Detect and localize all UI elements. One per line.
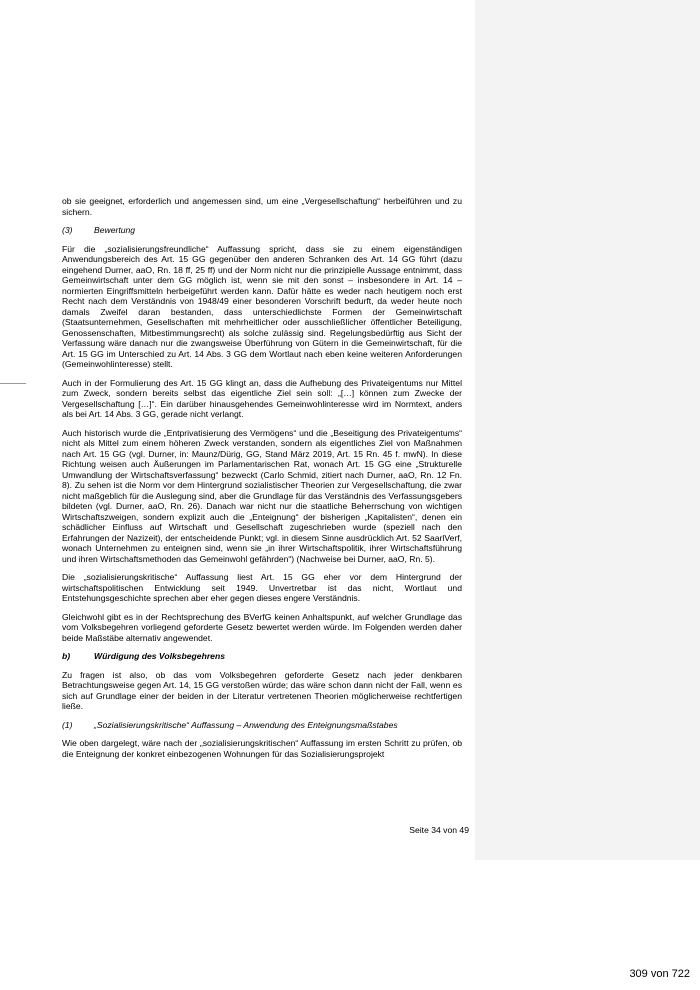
- heading-text: „Sozialisierungskritische“ Auffassung – Anwendung des Enteignungsmaßstabes: [94, 719, 398, 730]
- pdf-page-indicator: 309 von 722: [629, 968, 690, 980]
- heading-text: Würdigung des Volksbegehrens: [94, 651, 225, 661]
- comment-pane: [475, 0, 700, 860]
- paragraph: Zu fragen ist also, ob das vom Volksbegehren geforderte Gesetz nach jeder denkbaren Betrachtungsweise gegen Art. 14, 15 GG verstoßen würde; das wäre schon dann nicht der Fall, wenn es sich auf Grundlage einer der beiden in der Literatur vertretenen Theorien möglicherweise rechtfertigen ließe.: [62, 669, 462, 711]
- section-heading: [62, 651, 462, 662]
- paragraph: Auch historisch wurde die „Entprivatisierung des Vermögens“ und die „Beseitigung des Privateigentums“ nicht als Mittel zum einem höheren Zweck verstanden, sondern als eigentliches Ziel von Maßnahmen nach Art. 15 GG (vgl. Durner, in: Maunz/Dürig, GG, Stand März 2019, Art. 15 Rn. 45 f. mwN). In diese Richtung weisen auch Äußerungen im Parlamentarischen Rat, wonach Art. 15 GG eine „Strukturelle Umwandlung der Wirtschaftsverfassung“ bezweckt (Carlo Schmid, zitiert nach Durner, aaO, Rn. 12 Fn. 8). Zu sehen ist die Norm vor dem Hintergrund sozialistischer Theorien zur Vergesellschaftung, die zwar nicht maßgeblich für die Auslegung sind, aber die Grundlage für das Verständnis des Verfassungsgebers bildeten (vgl. Durner, aaO, Rn. 26). Danach war nicht nur die staatliche Beherrschung von wichtigen Wirtschaftszweigen, sondern explizit auch die „Enteignung“ der bisherigen „Kapitalisten“, denen ein schädlicher Einfluss auf Wirtschaft und Gesellschaft zugeschrieben wurde (speziell nach den Erfahrungen der Nazizeit), der entscheidende Punkt; vgl. in diesem Sinne ausdrücklich Art. 52 SaarlVerf, wonach Unternehmen zu enteignen sind, wenn sie „in ihrer Wirtschaftspolitik, ihrer Wirtschaftsführung und ihren Wirtschaftsmethoden das Gemeinwohl gefährden“) (Nachweise bei Durner, aaO, Rn. 5).: [62, 427, 462, 564]
- heading-number: (3): [62, 225, 73, 235]
- margin-change-mark: [0, 383, 26, 384]
- heading-number: (1): [62, 719, 73, 730]
- paragraph: ob sie geeignet, erforderlich und angemessen sind, um eine „Vergesellschaftung“ herbeiführen und zu sichern.: [62, 196, 462, 217]
- paragraph: Wie oben dargelegt, wäre nach der „sozialisierungskritischen“ Auffassung im ersten Schritt zu prüfen, ob die Enteignung der konkret einbezogenen Wohnungen für das Sozialisierungsprojekt: [62, 738, 462, 759]
- document-body: [62, 196, 462, 767]
- section-heading: [62, 720, 462, 731]
- section-heading: [62, 225, 462, 236]
- heading-text: Bewertung: [94, 225, 136, 235]
- paragraph: Die „sozialisierungskritische“ Auffassung liest Art. 15 GG eher vor dem Hintergrund der wirtschaftspolitischen Entwicklung seit 1949. Unvertretbar ist das nicht, Wortlaut und Entstehungsgeschichte sprechen aber eher gegen dieses engere Verständnis.: [62, 572, 462, 603]
- heading-number: b): [62, 651, 71, 661]
- paragraph: Gleichwohl gibt es in der Rechtsprechung des BVerfG keinen Anhaltspunkt, auf welcher Grundlage das vom Volksbegehren vorliegend geforderte Gesetz bewertet werden würde. Im Folgenden werden daher beide Maßstäbe alternativ angewendet.: [62, 611, 462, 643]
- page-number-footer: Seite 34 von 49: [409, 825, 469, 835]
- paragraph: Für die „sozialisierungsfreundliche“ Auffassung spricht, dass sie zu einem eigenständigen Anwendungsbereich des Art. 15 GG gegenüber den anderen Schranken des Art. 14 GG führt (dazu eingehend Durner, aaO, Rn. 18 ff, 25 ff) und der Norm nicht nur die prinzipielle Aussage entnimmt, dass Gemeinwirtschaft unter dem GG möglich ist, wenn sie mit den sonst – insbesondere in Art. 14 – normierten Eingriffsmitteln herbeigeführt werden kann. Dafür hätte es weder nach heutigem noch erst Recht nach dem Verständnis von 1948/49 einer besonderen Vorschrift bedurft, da weder heute noch damals Zweifel daran bestanden, dass unterschiedlichste Formen der Gemeinwirtschaft (Staatsunternehmen, Gesellschaften mit mehrheitlicher oder ausschließlicher öffentlicher Beteiligung, Genossenschaften, Mitbestimmungsrecht) als solche zulässig sind. Regelungsbedürftig aus Sicht der Verfassung wäre danach nur die zwangsweise Überführung von Gütern in die Gemeinwirtschaft, für die Art. 15 GG im Unterschied zu Art. 14 Abs. 3 GG dem Wortlaut nach eben keine weiteren Anforderungen (Gemeinwohlinteresse) stellt.: [62, 243, 462, 369]
- paragraph: Auch in der Formulierung des Art. 15 GG klingt an, dass die Aufhebung des Privateigentums nur Mittel zum Zweck, sondern bereits selbst das eigentliche Ziel sein soll: „[…] können zum Zwecke der Vergesellschaftung […]“. Ein darüber hinausgehendes Gemeinwohlinteresse wird im Normtext, anders als bei Art. 14 Abs. 3 GG, gerade nicht verlangt.: [62, 377, 462, 419]
